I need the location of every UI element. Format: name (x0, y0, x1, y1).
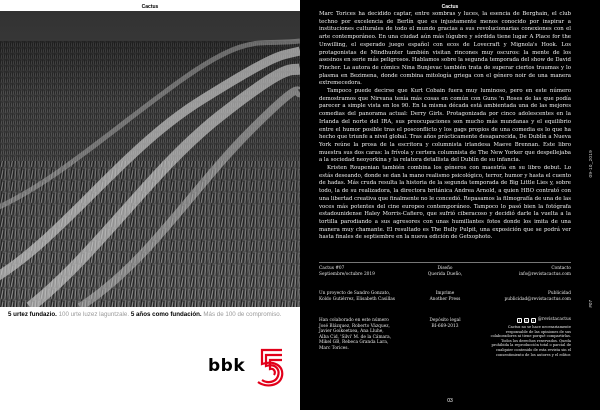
project-by: Un proyecto de Sandro Gonzato, (319, 291, 391, 296)
caption-bold-es: 5 años como fundación. (130, 311, 202, 318)
design-value: Querida Dueño, (427, 271, 463, 277)
contributors-line: Alba Cid, 'Silvi' M. de la Cámara, (319, 334, 392, 340)
issue-date: Septiembre/octubre 2019 (319, 271, 375, 277)
facebook-icon[interactable]: f (518, 319, 520, 323)
advertising-label: Publicidad (547, 291, 571, 296)
credits-row-3 (319, 318, 571, 363)
article-paragraph: Kristen Roupenian también combina los géneros con maestría en su libro debut. Lo estás deseando, donde se dan la mano realismo psicológico, terror, humor y hasta el cuento de hadas. Más cruda resulta la historia de la segunda temporada de Big Little Lies y, sobre todo, la de su realizadora, la directora británica Andrea Arnold, a quien HBO contrató con una libertad creativa que finalmente no le concedió. Repasamos la filmografía de una de las voces más potentes del cine europeo contemporáneo. Tampoco lo pasó bien la fotógrafa estadounidense Haley Morris-Cafiero, que sufrió ciberacoso y decidió darle la vuelta a la tortilla parodiando a sus agresores con unas humillantes fotos donde los imita de una manera muy chamante. El resultado es The Bully Pulpit, una exposición que se podrá ver hasta finales de septiembre en la nueva edición de Getxophoto. (319, 165, 571, 241)
contact-email[interactable]: info@revistacactus.com (518, 271, 571, 277)
advertising-email[interactable]: publicidad@revistacactus.com (504, 296, 571, 302)
contributors-line: Marc Torices. (319, 345, 349, 351)
caption-light-es: Más de 100 de compromiso. (203, 311, 282, 318)
social-handle[interactable]: @revistacactus (537, 317, 571, 323)
printer-label: Imprime (435, 291, 455, 296)
right-page (300, 0, 600, 410)
caption-light-eu: 100 urte luzez laguntzale. (58, 311, 130, 318)
foundation-caption (8, 311, 298, 319)
bbk-logo-text: bbk (208, 356, 246, 376)
contributors-line: José Blázquez, Roberto Vázquez, (319, 323, 390, 329)
instagram-icon[interactable]: ◎ (524, 319, 528, 323)
field-tracks-photo (0, 11, 300, 307)
legal-deposit-label: Depósito legal (429, 318, 461, 323)
article-paragraph: Tampoco puede decirse que Kurt Cobain fuera muy luminoso, pero en este número demostramos que Nirvana tenía más cosas en común con Guns 'n Roses de las que podía parecer a simple vista en los 90. En la misma década está ambientada una de las mejores comedias del panorama actual: Derry Girls. Protagonizada por cinco adolescentes en la Irlanda del norte del IRA, sus preocupaciones son mucho más mundanas y el equilibrio entre el humor posible tras el posconflicto y los gags propios de una comedia es lo que ha hecho que triunfe a nivel global. Tras años prácticamente desaparecida, De Dublín a Nueva York reúne la prosa de la escritora y columnista irlandesa Maeve Brennan. Este libro muestra sus dos caras: la frívola y certera columnista de The New Yorker que despellejaba a la sociedad neoyorkina y la relatora detallista del Dublín de su infancia. (319, 88, 571, 164)
contributors-line: Mikel GB, Rebeca Granda Lara, (319, 340, 389, 346)
page-number: 03 (447, 398, 453, 404)
side-issue-number: #07 (588, 300, 593, 308)
printer-value: Another Press (429, 296, 461, 302)
credits-divider (319, 262, 571, 263)
contributors-line: Javier Goikoetxea, Ana Lluhe, (319, 329, 384, 335)
caption-bold-eu: 5 urtez fundazio. (8, 311, 57, 318)
left-page-header: Cactus (141, 4, 159, 10)
credits-row-1 (319, 266, 571, 283)
credits-row-2 (319, 291, 571, 308)
editorial-article (319, 11, 571, 242)
contact-label: Contacto (551, 266, 571, 271)
twitter-icon[interactable]: t (532, 319, 534, 323)
project-authors: Koldo Gutiérrez, Elisabeth Casillas (319, 296, 395, 302)
side-issue-date: 09-10_2019 (588, 150, 593, 178)
article-paragraph: Marc Torices ha decidido captar, entre sombras y luces, la esencia de Berghain, el club techno por excelencia de Berlín que es injustamente menos conocido por inspirar a instituciones culturales de todo el mundo gracias a sus revolucionarias conexiones con el arte contemporáneo. En una ciudad aún más lúgubre y sórdida tiene lugar A Place for the Unwilling, el esperado juego español con ecos de Lovecraft y Mignola's Hook. Los protagonistas de Mindhunter también visitan rincones muy oscuros: la mente de los asesinos en serie más peligrosos. Hablamos sobre la segunda temporada del show de David Fincher. La autora de cómics Nina Bunjevac también trata de superar ciertos traumas y lo plasma en Bezimena, donde combina mitología griega con el género noir de una manera extremecedora. (319, 11, 571, 87)
bbk-five-logo-mark (252, 346, 288, 390)
right-page-header: Cactus (441, 4, 459, 10)
design-label: Diseño (437, 266, 453, 271)
legal-deposit-value: BI-669-2013 (431, 323, 459, 329)
bbk-logo (208, 346, 288, 390)
disclaimer-text: Cactus no se hace necesariamente responsable de las opiniones de sus colaboradores ni tiene porqué compartirlas. Todos los derechos reservados. Queda prohibida la reproducción total o parcial de cualquier contenido de esta revista sin el consentimiento de los autores y el editor. (490, 325, 571, 357)
social-links (488, 318, 571, 323)
issue-label: Cactus #07 (319, 266, 345, 271)
contributors-label: Han colaborado en este número (319, 318, 389, 323)
grass-field-image (0, 11, 300, 307)
